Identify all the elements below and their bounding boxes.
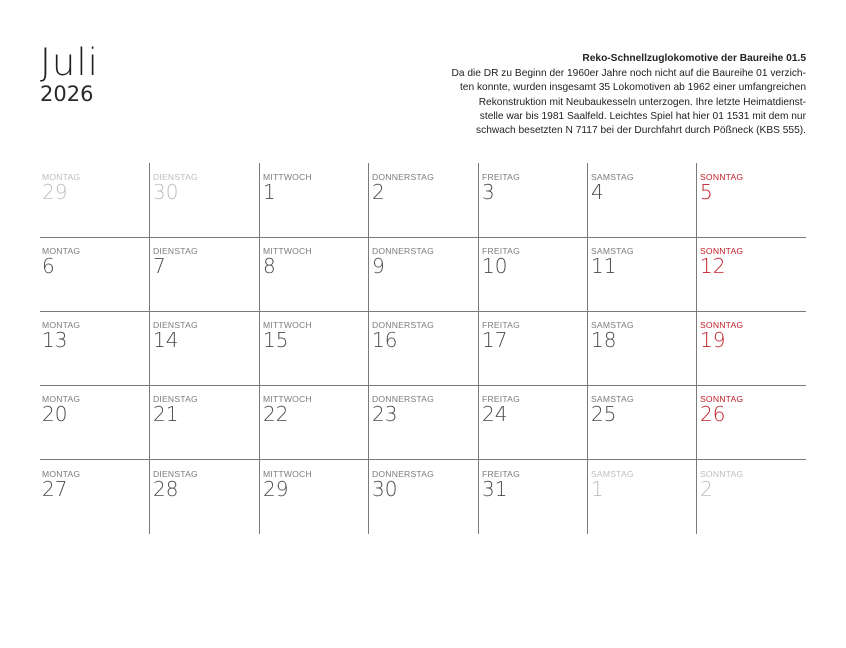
day-cell bbox=[368, 311, 478, 385]
day-number: 15 bbox=[263, 328, 289, 352]
day-number: 16 bbox=[372, 328, 398, 352]
day-cell bbox=[587, 385, 696, 459]
weekday-label: SONNTAG bbox=[700, 469, 744, 479]
week-row bbox=[40, 460, 806, 534]
weekday-label: FREITAG bbox=[482, 469, 521, 479]
day-number: 20 bbox=[42, 402, 68, 426]
week-divider bbox=[40, 237, 806, 238]
day-cell bbox=[149, 311, 259, 385]
caption-body bbox=[406, 67, 806, 138]
day-number: 17 bbox=[482, 328, 508, 352]
weekday-label: MITTWOCH bbox=[263, 394, 312, 404]
caption-line: ten konnte, wurden insgesamt 35 Lokomotiven ab 1962 einer umfangreichen bbox=[459, 82, 806, 94]
day-cell bbox=[696, 163, 806, 237]
weekday-label: MONTAG bbox=[42, 394, 81, 404]
day-cell bbox=[40, 237, 149, 311]
day-number: 1 bbox=[591, 477, 604, 501]
week-row bbox=[40, 163, 806, 237]
day-cell bbox=[40, 385, 149, 459]
day-number: 2 bbox=[372, 180, 385, 204]
year-label: 2026 bbox=[40, 82, 94, 106]
day-cell bbox=[149, 163, 259, 237]
weekday-label: DONNERSTAG bbox=[372, 172, 435, 182]
weekday-label: MITTWOCH bbox=[263, 469, 312, 479]
day-cell bbox=[478, 385, 587, 459]
weekday-label: DIENSTAG bbox=[153, 320, 198, 330]
day-number: 19 bbox=[700, 328, 726, 352]
weekday-label: DONNERSTAG bbox=[372, 394, 435, 404]
month-title: Juli bbox=[40, 41, 99, 84]
weekday-label: SONNTAG bbox=[700, 246, 744, 256]
weekday-label: SAMSTAG bbox=[591, 320, 634, 330]
day-number: 11 bbox=[591, 254, 617, 278]
day-cell bbox=[368, 460, 478, 534]
weekday-label: MONTAG bbox=[42, 172, 81, 182]
day-cell bbox=[368, 385, 478, 459]
day-cell bbox=[40, 311, 149, 385]
week-divider bbox=[40, 459, 806, 460]
day-cell bbox=[478, 163, 587, 237]
day-number: 1 bbox=[263, 180, 276, 204]
day-cell bbox=[259, 311, 368, 385]
day-number: 7 bbox=[153, 254, 166, 278]
photo-caption bbox=[406, 52, 806, 138]
day-cell bbox=[40, 163, 149, 237]
day-number: 18 bbox=[591, 328, 617, 352]
weekday-label: MITTWOCH bbox=[263, 320, 312, 330]
caption-line: stelle war bis 1981 Saalfeld. Leichtes Spiel hat hier 01 1531 mit dem nur bbox=[479, 110, 806, 122]
weekday-label: MONTAG bbox=[42, 246, 81, 256]
week-row bbox=[40, 311, 806, 385]
day-cell bbox=[368, 237, 478, 311]
day-number: 22 bbox=[263, 402, 289, 426]
weekday-label: FREITAG bbox=[482, 246, 521, 256]
weekday-label: SONNTAG bbox=[700, 320, 744, 330]
weekday-label: DONNERSTAG bbox=[372, 246, 435, 256]
day-number: 25 bbox=[591, 402, 617, 426]
day-cell bbox=[149, 460, 259, 534]
caption-line: Rekonstruktion mit Neubaukesseln unterzogen. Ihre letzte Heimatdienst- bbox=[478, 96, 806, 108]
day-number: 4 bbox=[591, 180, 604, 204]
day-cell bbox=[696, 237, 806, 311]
day-number: 29 bbox=[263, 477, 289, 501]
day-cell bbox=[587, 460, 696, 534]
day-number: 24 bbox=[482, 402, 508, 426]
day-number: 2 bbox=[700, 477, 713, 501]
day-number: 30 bbox=[372, 477, 398, 501]
weekday-label: SAMSTAG bbox=[591, 394, 634, 404]
day-cell bbox=[587, 163, 696, 237]
day-number: 28 bbox=[153, 477, 179, 501]
day-number: 10 bbox=[482, 254, 508, 278]
weekday-label: FREITAG bbox=[482, 394, 521, 404]
day-cell bbox=[149, 237, 259, 311]
day-number: 27 bbox=[42, 477, 68, 501]
day-number: 9 bbox=[372, 254, 385, 278]
day-number: 6 bbox=[42, 254, 55, 278]
day-cell bbox=[149, 385, 259, 459]
week-row bbox=[40, 385, 806, 459]
weekday-label: MONTAG bbox=[42, 320, 81, 330]
day-number: 14 bbox=[153, 328, 179, 352]
weekday-label: DONNERSTAG bbox=[372, 320, 435, 330]
weekday-label: DONNERSTAG bbox=[372, 469, 435, 479]
week-row bbox=[40, 237, 806, 311]
day-cell bbox=[259, 385, 368, 459]
weekday-label: SONNTAG bbox=[700, 394, 744, 404]
day-cell bbox=[478, 460, 587, 534]
day-cell bbox=[40, 460, 149, 534]
day-number: 13 bbox=[42, 328, 68, 352]
day-cell bbox=[368, 163, 478, 237]
day-cell bbox=[696, 311, 806, 385]
day-cell bbox=[478, 237, 587, 311]
day-number: 29 bbox=[42, 180, 68, 204]
weekday-label: SAMSTAG bbox=[591, 469, 634, 479]
weekday-label: DIENSTAG bbox=[153, 246, 198, 256]
day-number: 31 bbox=[482, 477, 508, 501]
weekday-label: SAMSTAG bbox=[591, 246, 634, 256]
day-cell bbox=[696, 385, 806, 459]
caption-line: Da die DR zu Beginn der 1960er Jahre noch nicht auf die Baureihe 01 verzich- bbox=[451, 68, 806, 80]
day-number: 23 bbox=[372, 402, 398, 426]
weekday-label: FREITAG bbox=[482, 320, 521, 330]
weekday-label: SAMSTAG bbox=[591, 172, 634, 182]
day-number: 30 bbox=[153, 180, 179, 204]
day-cell bbox=[478, 311, 587, 385]
weekday-label: DIENSTAG bbox=[153, 394, 198, 404]
day-number: 5 bbox=[700, 180, 713, 204]
day-cell bbox=[259, 460, 368, 534]
day-cell bbox=[259, 237, 368, 311]
day-cell bbox=[587, 237, 696, 311]
weekday-label: FREITAG bbox=[482, 172, 521, 182]
day-number: 3 bbox=[482, 180, 495, 204]
weekday-label: DIENSTAG bbox=[153, 469, 198, 479]
day-cell bbox=[587, 311, 696, 385]
weekday-label: MITTWOCH bbox=[263, 172, 312, 182]
day-number: 12 bbox=[700, 254, 726, 278]
weekday-label: DIENSTAG bbox=[153, 172, 198, 182]
week-divider bbox=[40, 385, 806, 386]
day-number: 8 bbox=[263, 254, 276, 278]
week-divider bbox=[40, 311, 806, 312]
weekday-label: SONNTAG bbox=[700, 172, 744, 182]
weekday-label: MONTAG bbox=[42, 469, 81, 479]
day-number: 26 bbox=[700, 402, 726, 426]
weekday-label: MITTWOCH bbox=[263, 246, 312, 256]
day-number: 21 bbox=[153, 402, 179, 426]
caption-line: schwach besetzten N 7117 bei der Durchfahrt durch Pößneck (KBS 555). bbox=[476, 125, 806, 137]
day-cell bbox=[259, 163, 368, 237]
day-cell bbox=[696, 460, 806, 534]
caption-title: Reko-Schnellzuglokomotive der Baureihe 01.5 bbox=[582, 53, 806, 64]
calendar-grid bbox=[40, 163, 806, 534]
